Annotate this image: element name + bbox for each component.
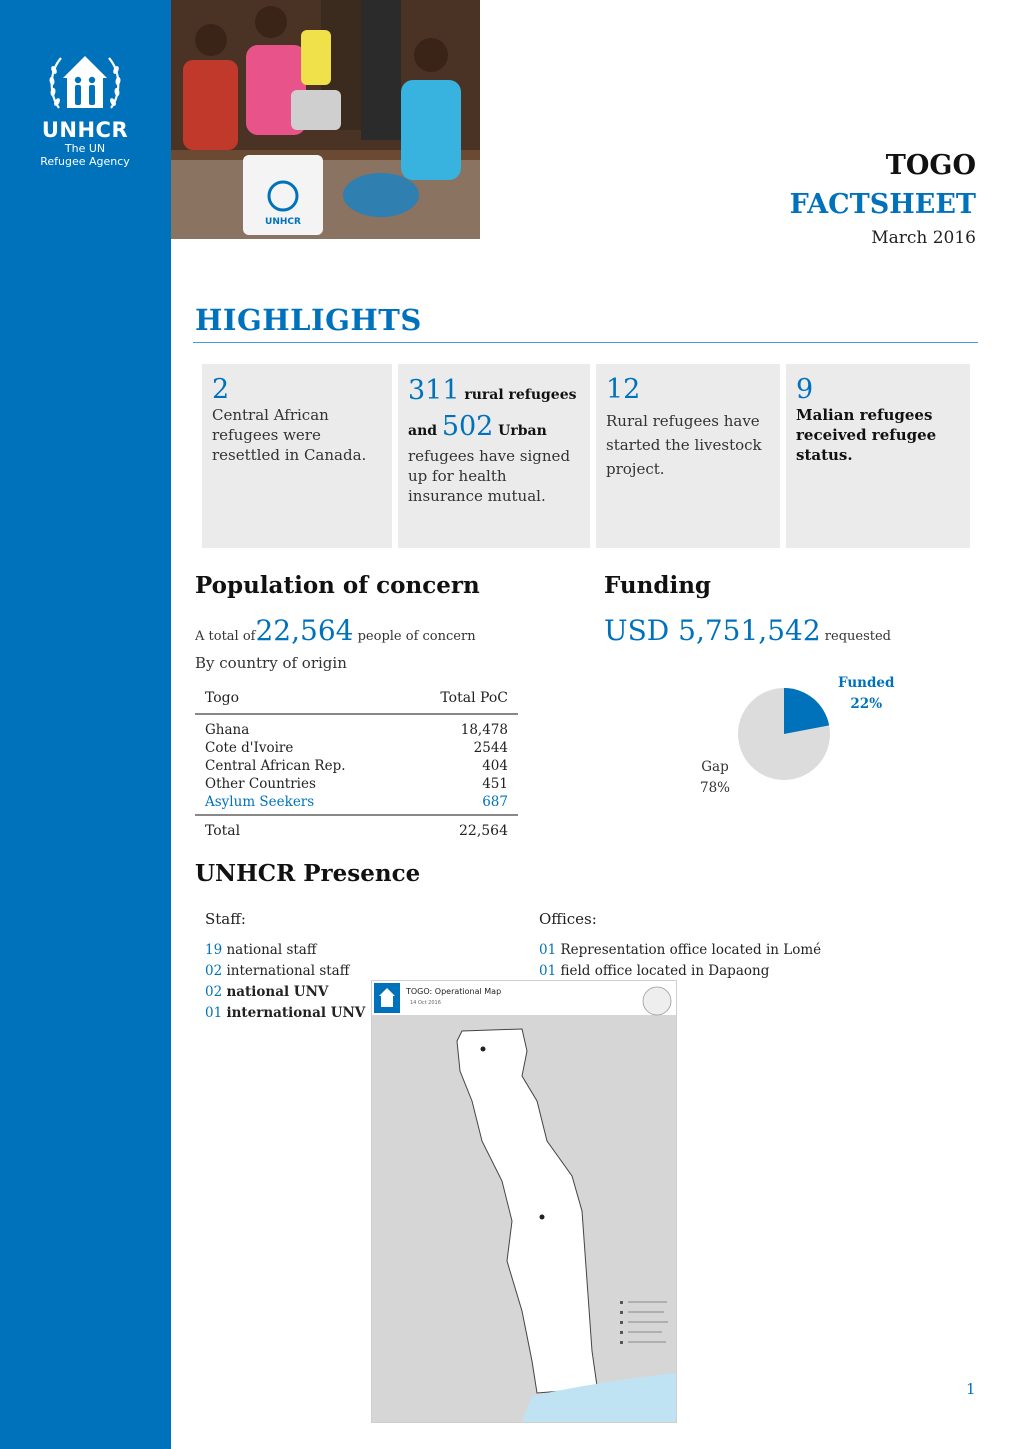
operational-map bbox=[371, 980, 677, 1423]
table-total-row bbox=[195, 815, 518, 840]
funding-heading: Funding bbox=[604, 572, 711, 599]
column-header-country: Togo bbox=[195, 687, 404, 714]
staff-label: national staff bbox=[226, 942, 317, 958]
total-suffix: people of concern bbox=[357, 629, 476, 644]
list-item bbox=[539, 940, 821, 961]
row-value: 404 bbox=[482, 758, 508, 774]
row-label: Asylum Seekers bbox=[195, 793, 404, 815]
table-row bbox=[195, 739, 518, 757]
list-item bbox=[205, 940, 365, 961]
svg-text:UNHCR: UNHCR bbox=[265, 217, 301, 227]
highlight-card-malian bbox=[786, 364, 970, 548]
population-total-line bbox=[195, 614, 476, 647]
highlight-text-urban: Urban bbox=[498, 423, 547, 439]
highlight-card-livestock bbox=[596, 364, 780, 548]
funding-amount-line bbox=[604, 614, 891, 647]
table-row bbox=[195, 714, 518, 739]
offices-list bbox=[539, 940, 821, 982]
highlight-number-rural: 311 bbox=[408, 375, 460, 406]
row-label: Cote d'Ivoire bbox=[205, 740, 294, 756]
map-title: TOGO: Operational Map bbox=[406, 987, 502, 996]
row-value: 18,478 bbox=[460, 722, 508, 738]
column-header-total: Total PoC bbox=[404, 687, 518, 714]
funded-percent: 22% bbox=[850, 696, 883, 712]
funding-suffix: requested bbox=[824, 629, 891, 644]
gap-label bbox=[700, 757, 730, 799]
highlight-card-resettled bbox=[202, 364, 392, 548]
funded-label-text: Funded bbox=[838, 675, 895, 691]
office-label: field office located in Dapaong bbox=[560, 963, 770, 979]
funding-amount: USD 5,751,542 bbox=[604, 614, 821, 647]
staff-list bbox=[205, 940, 365, 1024]
staff-count: 01 bbox=[205, 1005, 223, 1021]
highlight-text: refugees have signed up for health insurance mutual. bbox=[408, 447, 571, 505]
staff-label: national UNV bbox=[226, 984, 329, 1000]
highlight-text: Rural refugees have started the livestock project. bbox=[606, 412, 762, 478]
by-origin-label: By country of origin bbox=[195, 654, 347, 672]
presence-heading: UNHCR Presence bbox=[195, 860, 421, 887]
staff-count: 02 bbox=[205, 963, 223, 979]
row-value: 451 bbox=[482, 776, 508, 792]
table-row bbox=[195, 775, 518, 793]
list-item bbox=[539, 961, 821, 982]
highlight-number: 12 bbox=[606, 374, 641, 405]
population-total: 22,564 bbox=[255, 614, 354, 647]
brand-tagline-2: Refugee Agency bbox=[40, 155, 130, 168]
highlight-text-rural: rural refugees bbox=[464, 387, 577, 403]
list-item bbox=[205, 1003, 365, 1024]
highlight-text: Central African refugees were resettled in Canada. bbox=[212, 406, 367, 464]
table-row bbox=[195, 757, 518, 775]
population-heading: Population of concern bbox=[195, 572, 480, 599]
table-row-asylum-seekers bbox=[195, 793, 518, 815]
highlight-card-health-insurance bbox=[398, 364, 590, 548]
funded-label bbox=[838, 673, 894, 715]
highlight-number-urban: 502 bbox=[441, 411, 494, 442]
doc-type-title: FACTSHEET bbox=[789, 189, 976, 220]
total-value: 22,564 bbox=[459, 823, 508, 839]
total-label: Total bbox=[205, 823, 241, 839]
sidebar-band bbox=[0, 0, 171, 1449]
funding-pie-chart bbox=[737, 687, 831, 781]
total-prefix: A total of bbox=[195, 629, 256, 644]
laurel-shelter-icon bbox=[45, 50, 125, 116]
offices-heading: Offices: bbox=[539, 910, 597, 928]
list-item bbox=[205, 961, 365, 982]
gap-percent: 78% bbox=[700, 780, 731, 796]
cover-photo bbox=[171, 0, 480, 239]
office-count: 01 bbox=[539, 942, 557, 958]
staff-count: 02 bbox=[205, 984, 223, 1000]
row-value: 687 bbox=[404, 793, 518, 815]
highlights-row bbox=[202, 364, 970, 548]
table-header-row bbox=[195, 687, 518, 714]
highlight-number: 9 bbox=[796, 374, 814, 405]
highlight-conjunction: and bbox=[408, 423, 438, 439]
page-number: 1 bbox=[966, 1380, 976, 1398]
highlights-divider bbox=[193, 342, 978, 343]
list-item bbox=[205, 982, 365, 1003]
highlights-heading: HIGHLIGHTS bbox=[195, 303, 422, 337]
office-label: Representation office located in Lomé bbox=[560, 942, 822, 958]
unhcr-logo bbox=[30, 50, 140, 168]
staff-label: international staff bbox=[226, 963, 350, 979]
brand-name: UNHCR bbox=[41, 118, 129, 142]
highlight-text: Malian refugees received refugee status. bbox=[796, 406, 937, 464]
doc-date: March 2016 bbox=[871, 228, 976, 248]
row-label: Other Countries bbox=[205, 776, 316, 792]
document-header bbox=[790, 150, 976, 248]
staff-heading: Staff: bbox=[205, 910, 246, 928]
brand-tagline-1: The UN bbox=[64, 142, 106, 155]
highlight-number: 2 bbox=[212, 374, 230, 405]
map-date: 14 Oct 2016 bbox=[410, 1000, 441, 1006]
staff-label: international UNV bbox=[226, 1005, 366, 1021]
gap-label-text: Gap bbox=[701, 759, 729, 775]
row-label: Ghana bbox=[205, 722, 250, 738]
country-title: TOGO bbox=[885, 150, 976, 181]
office-count: 01 bbox=[539, 963, 557, 979]
staff-count: 19 bbox=[205, 942, 223, 958]
population-table bbox=[195, 687, 518, 840]
row-value: 2544 bbox=[473, 740, 508, 756]
row-label: Central African Rep. bbox=[205, 758, 346, 774]
